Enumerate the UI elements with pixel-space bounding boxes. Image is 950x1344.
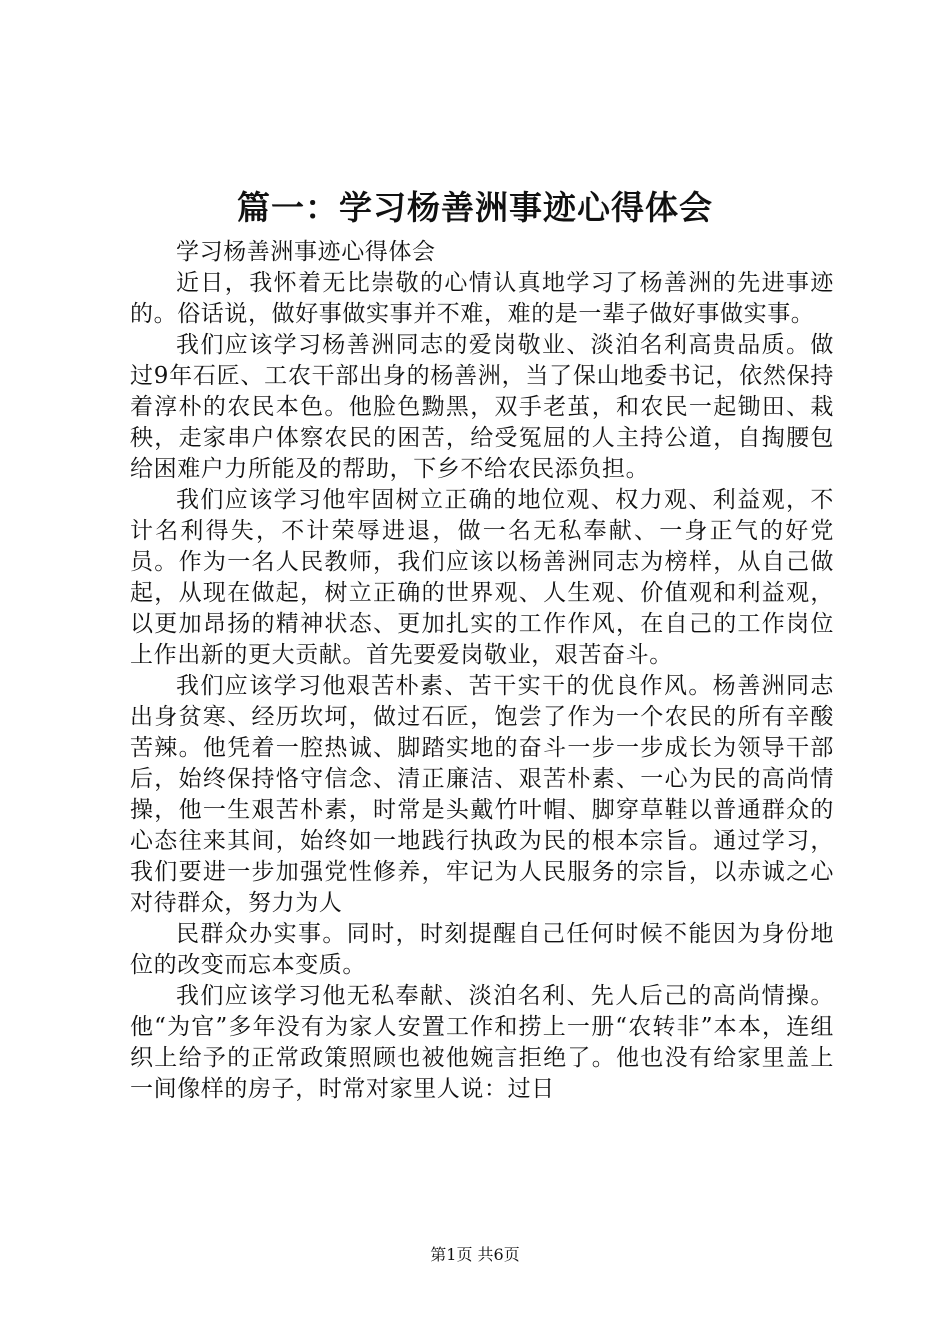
- document-body: [130, 237, 834, 1105]
- paragraph-selfless: 我们应该学习他无私奉献、淡泊名利、先人后己的高尚情操。他“为官”多年没有为家人安置工作和捞上一册“农转非”本本，连组织上给予的正常政策照顾也被他婉言拒绝了。他也没有给家里盖上一间像样的房子，时常对家里人说：过日: [130, 983, 834, 1102]
- paragraph-intro: 近日，我怀着无比崇敬的心情认真地学习了杨善洲的先进事迹的。俗话说，做好事做实事并不难，难的是一辈子做好事做实事。: [130, 270, 834, 327]
- paragraph-continuation: 民群众办实事。同时，时刻提醒自己任何时候不能因为身份地位的改变而忘本变质。: [130, 921, 834, 978]
- paragraph-subtitle: 学习杨善洲事迹心得体会: [176, 239, 436, 265]
- document-title: 篇一：学习杨善洲事迹心得体会: [237, 188, 713, 227]
- paragraph-values: 我们应该学习他牢固树立正确的地位观、权力观、利益观，不计名利得失，不计荣辱进退，做一名无私奉献、一身正气的好党员。作为一名人民教师，我们应该以杨善洲同志为榜样，从自己做起，从现在做起，树立正确的世界观、人生观、价值观和利益观，以更加昂扬的精神状态、更加扎实的工作作风，在自己的工作岗位上作出新的更大贡献。首先要爱岗敬业，艰苦奋斗。: [130, 487, 834, 668]
- paragraph-hard-work: 我们应该学习他艰苦朴素、苦干实干的优良作风。杨善洲同志出身贫寒、经历坎坷，做过石匠，饱尝了作为一个农民的所有辛酸苦辣。他凭着一腔热诚、脚踏实地的奋斗一步一步成长为领导干部后，始终保持恪守信念、清正廉洁、艰苦朴素、一心为民的高尚情操，他一生艰苦朴素，时常是头戴竹叶帽、脚穿草鞋以普通群众的心态往来其间，始终如一地践行执政为民的根本宗旨。通过学习，我们要进一步加强党性修养，牢记为人民服务的宗旨，以赤诚之心对待群众，努力为人: [130, 673, 834, 916]
- page-number-footer: 第1页 共6页: [430, 1245, 520, 1264]
- paragraph-dedication: 我们应该学习杨善洲同志的爱岗敬业、淡泊名利高贵品质。做过9年石匠、工农干部出身的杨善洲，当了保山地委书记，依然保持着淳朴的农民本色。他脸色黝黑，双手老茧，和农民一起锄田、栽秧，走家串户体察农民的困苦，给受冤屈的人主持公道，自掏腰包给困难户力所能及的帮助，下乡不给农民添负担。: [130, 332, 834, 482]
